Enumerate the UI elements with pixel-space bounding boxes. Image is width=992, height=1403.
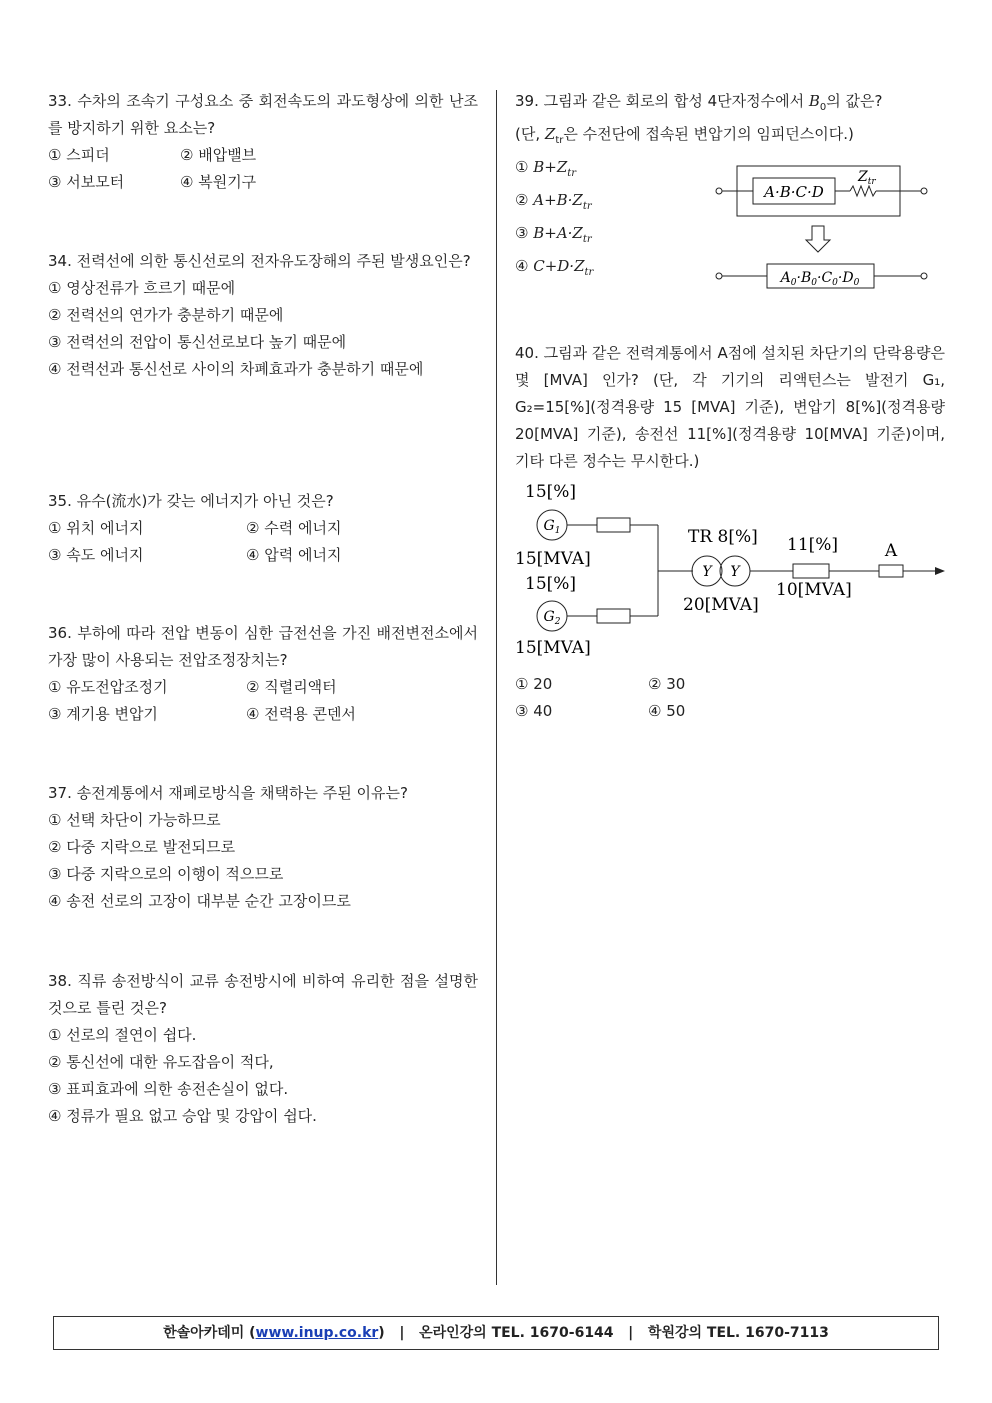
option-3[interactable]: ③ 계기용 변압기 [48, 705, 158, 723]
line-reactance: 11[%] [787, 535, 839, 555]
abcd-label: A·B·C·D [764, 183, 824, 201]
impedance-zigzag [850, 186, 876, 196]
offline-phone: 학원강의 TEL. 1670-7113 [647, 1325, 829, 1341]
option-2[interactable]: ② 다중 지락으로 발전되므로 [48, 838, 236, 856]
question-stem: 40. 그림과 같은 전력계통에서 A점에 설치된 차단기의 단락용량은 몇 [MVA] 인가? (단, 각 기기의 리액턴스는 발전기 G₁, G₂=15[%](정격용량 15 [MVA] 기준), 변압기 8[%](정격용량 20[MVA] 기준), 송전선 11[%](정격용량 10[MVA] 기준)이며, 기타 다른 정수는 무시한다.) [515, 344, 945, 470]
question-39 [515, 88, 945, 340]
transformer-capacity: 20[MVA] [683, 595, 759, 615]
option-4[interactable]: ④ 전력선과 통신선로 사이의 차폐효과가 충분하기 때문에 [48, 360, 424, 378]
option-3[interactable]: ③ 서보모터 [48, 173, 125, 191]
down-arrow-icon [806, 226, 830, 252]
online-phone: 온라인강의 TEL. 1670-6144 [419, 1325, 614, 1341]
option-row[interactable] [48, 142, 478, 169]
g1-reactance: 15[%] [525, 482, 577, 502]
winding-y2: Y [730, 564, 740, 580]
option-2[interactable]: ② 수력 에너지 [246, 519, 342, 537]
question-note: (단, $Z_{tr}$은 수전단에 접속된 변압기의 임피던스이다.) [515, 125, 854, 146]
g2-reactor [597, 609, 630, 623]
four-terminal-diagram [715, 163, 945, 293]
question-stem: 39. 그림과 같은 회로의 합성 4단자정수에서 $B_0$의 값은? [515, 92, 883, 113]
terminal-right [921, 188, 927, 194]
g1-label: $G_1$ [543, 518, 561, 536]
option-2[interactable]: ② 직렬리액터 [246, 678, 337, 696]
question-stem: 36. 부하에 따라 전압 변동이 심한 급전선을 가진 배전변전소에서 가장 많이 사용되는 전압조정장치는? [48, 624, 478, 669]
line-reactor [793, 564, 829, 578]
question-34 [48, 248, 478, 488]
right-column [515, 88, 945, 725]
option-4[interactable]: ④ 전력용 콘덴서 [246, 705, 356, 723]
option-1[interactable]: ① 스피더 [48, 146, 110, 164]
option-2[interactable]: ② 전력선의 연가가 충분하기 때문에 [48, 306, 284, 324]
option-row[interactable] [48, 542, 478, 569]
terminal-left [716, 188, 722, 194]
option-row[interactable] [48, 674, 478, 701]
g2-capacity: 15[MVA] [515, 638, 591, 658]
ztr-label: $Z_{tr}$ [858, 169, 876, 187]
question-37 [48, 780, 478, 968]
question-40 [515, 340, 945, 725]
option-4[interactable]: ④ 정류가 필요 없고 승압 및 강압이 쉽다. [48, 1107, 317, 1125]
option-3[interactable]: ③ 표피효과에 의한 송전손실이 없다. [48, 1080, 289, 1098]
g2-label: $G_2$ [543, 609, 561, 627]
g1-reactor [597, 518, 630, 532]
option-4[interactable]: ④ 송전 선로의 고장이 대부분 순간 고장이므로 [48, 892, 351, 910]
option-row[interactable] [515, 671, 945, 698]
question-36 [48, 620, 478, 780]
option-4[interactable]: ④ 복원기구 [180, 173, 257, 191]
column-divider [496, 90, 497, 1285]
option-row[interactable] [515, 698, 945, 725]
option-1[interactable]: ① 유도전압조정기 [48, 678, 168, 696]
question-38 [48, 968, 478, 1130]
option-2[interactable]: ② 통신선에 대한 유도잡음이 적다, [48, 1053, 274, 1071]
option-3[interactable]: ③ 40 [515, 702, 553, 720]
option-1[interactable]: ① 위치 에너지 [48, 519, 144, 537]
option-4[interactable]: ④ 압력 에너지 [246, 546, 342, 564]
arrow-head-icon [935, 567, 945, 575]
g2-reactance: 15[%] [525, 574, 577, 594]
option-1[interactable]: ① 선택 차단이 가능하므로 [48, 811, 221, 829]
question-stem: 34. 전력선에 의한 통신선로의 전자유도장해의 주된 발생요인은? [48, 252, 471, 270]
option-3[interactable]: ③ 전력선의 전압이 통신선로보다 높기 때문에 [48, 333, 347, 351]
question-stem: 33. 수차의 조속기 구성요소 중 회전속도의 과도형상에 의한 난조를 방지하기 위한 요소는? [48, 92, 478, 137]
question-stem: 35. 유수(流水)가 갖는 에너지가 아닌 것은? [48, 492, 334, 510]
option-3[interactable]: ③ 속도 에너지 [48, 546, 144, 564]
power-system-diagram [515, 479, 945, 659]
terminal-left [716, 273, 722, 279]
left-column [48, 88, 478, 1130]
option-1[interactable]: ① 영상전류가 흐르기 때문에 [48, 279, 236, 297]
option-3[interactable]: ③ $B+A\cdot Z_{tr}$ [515, 224, 592, 245]
question-stem: 37. 송전계통에서 재폐로방식을 채택하는 주된 이유는? [48, 784, 408, 802]
option-row[interactable] [48, 515, 478, 542]
option-1[interactable]: ① 선로의 절연이 쉽다. [48, 1026, 197, 1044]
question-stem: 38. 직류 송전방식이 교류 송전방시에 비하여 유리한 점을 설명한 것으로 틀린 것은? [48, 972, 478, 1017]
separator: | [399, 1325, 405, 1341]
option-2[interactable]: ② $A+B\cdot Z_{tr}$ [515, 191, 592, 212]
website-link[interactable]: www.inup.co.kr [255, 1325, 379, 1341]
option-row[interactable] [48, 169, 478, 196]
option-4[interactable]: ④ 50 [648, 702, 686, 720]
footer-bar: 한솔아카데미 (www.inup.co.kr) | 온라인강의 TEL. 1670-6144 | 학원강의 TEL. 1670-7113 [53, 1316, 939, 1350]
option-2[interactable]: ② 배압밸브 [180, 146, 257, 164]
breaker-a [879, 565, 903, 577]
point-a-label: A [884, 541, 898, 561]
result-label: $A_0\cdot B_0\cdot C_0\cdot D_0$ [780, 270, 860, 288]
option-1[interactable]: ① 20 [515, 675, 553, 693]
winding-y1: Y [702, 564, 712, 580]
option-row[interactable] [48, 701, 478, 728]
question-35 [48, 488, 478, 620]
separator: | [628, 1325, 634, 1341]
line-capacity: 10[MVA] [776, 580, 852, 600]
question-33 [48, 88, 478, 248]
terminal-right [921, 273, 927, 279]
option-2[interactable]: ② 30 [648, 675, 686, 693]
footer-brand: 한솔아카데미 ( [163, 1325, 256, 1341]
transformer-reactance: TR 8[%] [688, 527, 758, 547]
option-3[interactable]: ③ 다중 지락으로의 이행이 적으므로 [48, 865, 284, 883]
option-4[interactable]: ④ $C+D\cdot Z_{tr}$ [515, 257, 594, 278]
option-1[interactable]: ① $B+Z_{tr}$ [515, 158, 577, 179]
g1-capacity: 15[MVA] [515, 549, 591, 569]
